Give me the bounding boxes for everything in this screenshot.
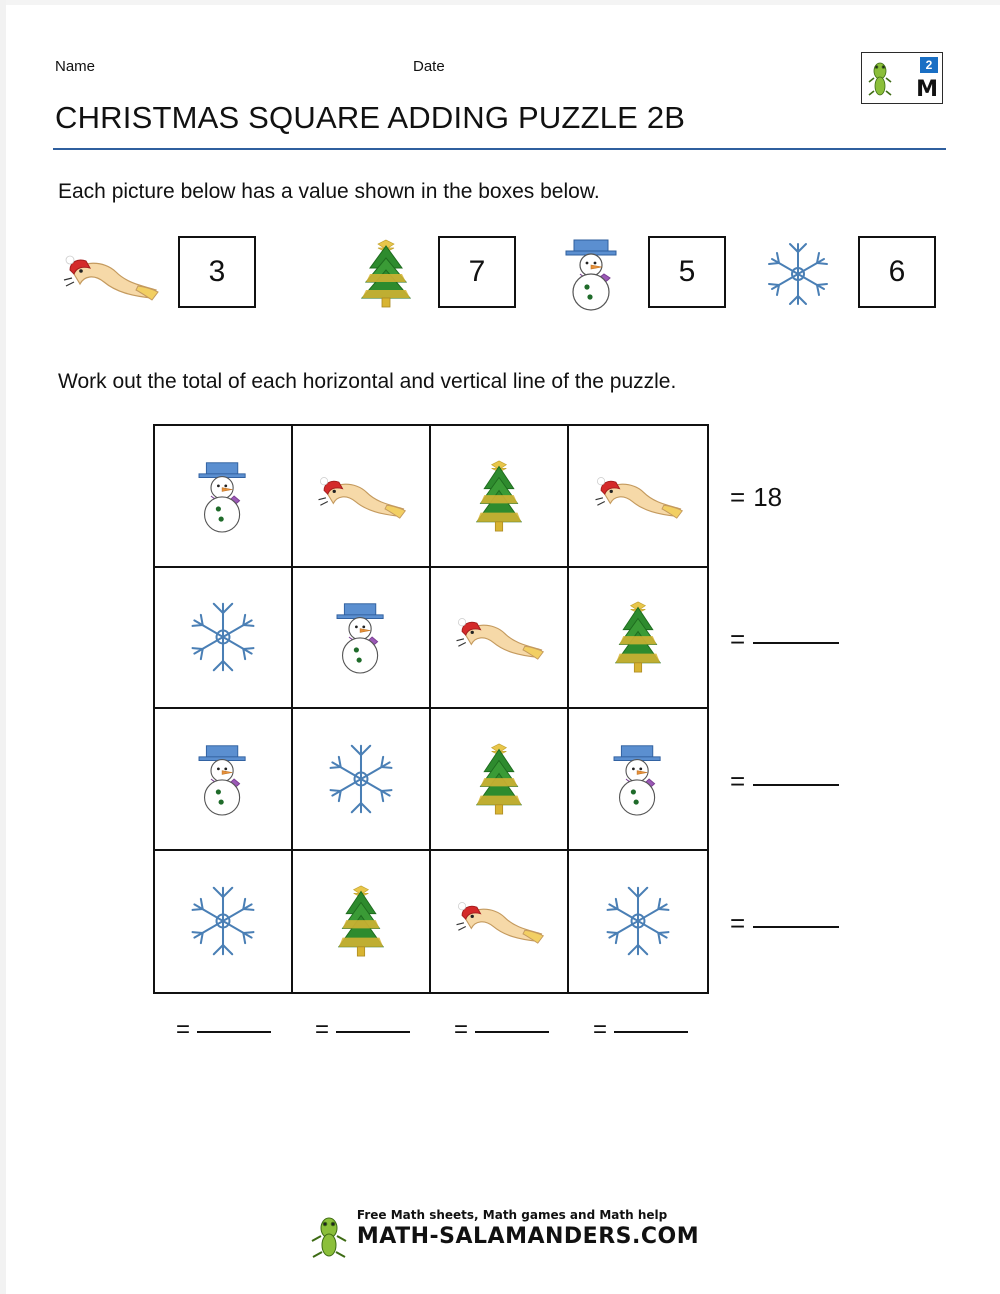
grid-cell-r2c2 (293, 568, 431, 710)
worm-with-santa-hat-icon (590, 448, 686, 544)
title-divider (53, 148, 946, 150)
math-salamanders-logo (861, 52, 943, 104)
row-total-2-blank[interactable] (753, 641, 839, 644)
instruction-line-1: Each picture below has a value shown in the boxes below. (58, 180, 600, 203)
col-total-4-equals: = (593, 1016, 608, 1043)
col-total-3-blank[interactable] (475, 1030, 549, 1033)
row-total-1-value: 18 (753, 482, 783, 512)
grid-cell-r4c4 (569, 851, 707, 993)
key-value-box-snowflake (858, 236, 936, 308)
grid-cell-r3c4 (569, 709, 707, 851)
row-total-1[interactable] (730, 482, 782, 513)
col-total-4[interactable] (593, 1016, 688, 1044)
key-value-box-snowman (648, 236, 726, 308)
row-total-4-blank[interactable] (753, 925, 839, 928)
key-value-box-worm (178, 236, 256, 308)
key-item-snowflake (740, 228, 940, 320)
col-total-2[interactable] (315, 1016, 410, 1044)
grid-cell-r1c3 (431, 426, 569, 568)
grid-cell-r1c2 (293, 426, 431, 568)
row-total-4-equals: = (730, 908, 746, 938)
key-value-snowflake: 6 (888, 255, 906, 288)
grid-cell-r4c2 (293, 851, 431, 993)
worm-with-santa-hat-icon (451, 873, 547, 969)
snowflake-icon (313, 731, 409, 827)
col-total-3-equals: = (454, 1016, 469, 1043)
key-value-worm: 3 (208, 255, 226, 288)
grid-cell-r1c4 (569, 426, 707, 568)
date-label: Date (413, 58, 445, 75)
grade-badge: 2 (920, 57, 938, 73)
name-label: Name (55, 58, 96, 75)
scan-edge-top (0, 0, 1000, 5)
page-title: CHRISTMAS SQUARE ADDING PUZZLE 2B (55, 100, 686, 135)
grid-cell-r3c3 (431, 709, 569, 851)
footer (0, 1208, 1000, 1249)
grid-cell-r4c3 (431, 851, 569, 993)
key-item-tree (320, 228, 520, 320)
salamander-logo-icon (867, 58, 893, 98)
logo-letter: M (916, 77, 938, 102)
key-value-box-tree (438, 236, 516, 308)
snowman-icon (175, 731, 271, 827)
footer-tagline: Free Math sheets, Math games and Math help (356, 1208, 668, 1222)
row-total-3-blank[interactable] (753, 783, 839, 786)
grid-cell-r4c1 (155, 851, 293, 993)
snowman-icon (540, 234, 644, 314)
row-total-2-equals: = (730, 624, 746, 654)
grid-cell-r1c1 (155, 426, 293, 568)
snowman-icon (175, 448, 271, 544)
snowflake-icon (175, 589, 271, 685)
row-total-3-equals: = (730, 766, 746, 796)
christmas-tree-icon (451, 448, 547, 544)
row-total-2[interactable] (730, 624, 839, 655)
snowflake-icon (590, 873, 686, 969)
grid-cell-r2c3 (431, 568, 569, 710)
worm-with-santa-hat-icon (60, 234, 164, 314)
christmas-tree-icon (334, 234, 438, 314)
footer-site[interactable]: MATH-SALAMANDERS.COM (356, 1224, 700, 1249)
row-total-3[interactable] (730, 766, 839, 797)
col-total-1[interactable] (176, 1016, 271, 1044)
puzzle-grid (153, 424, 709, 994)
col-total-4-blank[interactable] (614, 1030, 688, 1033)
snowflake-icon (746, 234, 850, 314)
row-total-4[interactable] (730, 908, 839, 939)
footer-branding (301, 1208, 699, 1249)
christmas-tree-icon (313, 873, 409, 969)
col-total-3[interactable] (454, 1016, 549, 1044)
christmas-tree-icon (590, 589, 686, 685)
col-total-1-equals: = (176, 1016, 191, 1043)
worm-with-santa-hat-icon (313, 448, 409, 544)
scan-edge-left (0, 0, 6, 1294)
snowman-icon (590, 731, 686, 827)
grid-cell-r3c2 (293, 709, 431, 851)
snowflake-icon (175, 873, 271, 969)
row-total-1-equals: = (730, 482, 746, 512)
grid-cell-r2c4 (569, 568, 707, 710)
col-total-2-blank[interactable] (336, 1030, 410, 1033)
worm-with-santa-hat-icon (451, 589, 547, 685)
col-total-2-equals: = (315, 1016, 330, 1043)
key-item-snowman (530, 228, 730, 320)
value-key-row (60, 228, 930, 324)
header (55, 58, 945, 102)
grid-cell-r3c1 (155, 709, 293, 851)
snowman-icon (313, 589, 409, 685)
christmas-tree-icon (451, 731, 547, 827)
salamander-logo-icon (307, 1214, 351, 1258)
col-total-1-blank[interactable] (197, 1030, 271, 1033)
key-value-snowman: 5 (678, 255, 696, 288)
key-value-tree: 7 (468, 255, 486, 288)
key-item-worm (60, 228, 260, 320)
grid-cell-r2c1 (155, 568, 293, 710)
instruction-line-2: Work out the total of each horizontal and vertical line of the puzzle. (58, 370, 677, 393)
